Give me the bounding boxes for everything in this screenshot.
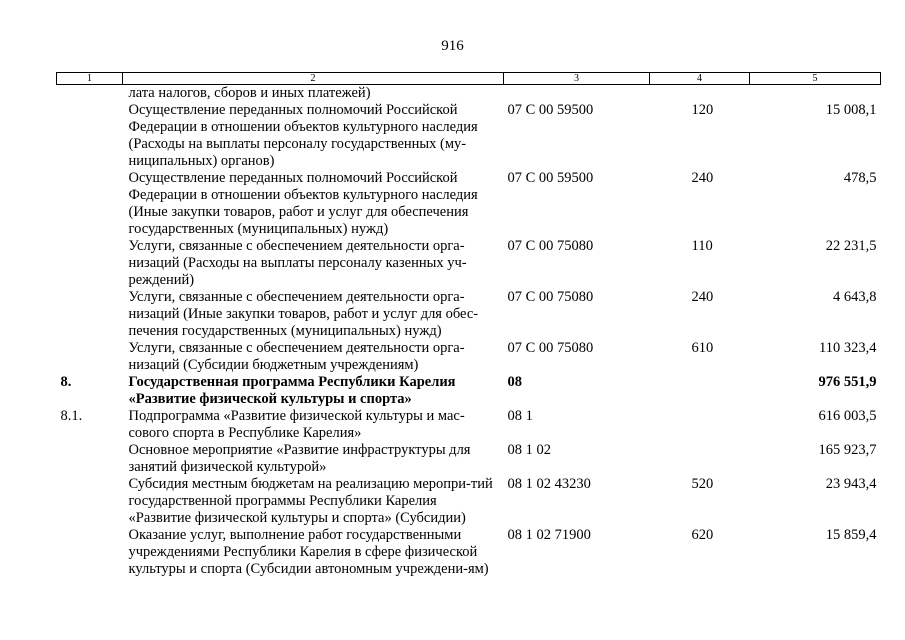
- row-code: 08 1 02: [507, 442, 551, 458]
- row-expense-type: 520: [691, 476, 714, 492]
- row-amount: 616 003,5: [818, 408, 877, 424]
- column-header-1: 1: [57, 73, 123, 85]
- row-number: 8.: [60, 374, 72, 390]
- row-number: [57, 527, 123, 578]
- row-name: Основное мероприятие «Развитие инфраструктуры для занятий физической культурой»: [128, 442, 471, 475]
- table-body: [57, 85, 881, 579]
- row-number: [57, 340, 123, 374]
- row-number: [57, 289, 123, 340]
- column-header-4: 4: [650, 73, 750, 85]
- table-row: [57, 102, 881, 170]
- row-amount: 4 643,8: [833, 289, 877, 305]
- budget-table: [56, 72, 881, 578]
- row-code: 08: [507, 374, 522, 390]
- column-header-2: 2: [123, 73, 504, 85]
- row-code: 07 С 00 59500: [507, 102, 594, 118]
- row-code: 08 1: [507, 408, 533, 424]
- row-number: 8.1.: [60, 408, 83, 424]
- row-amount: 15 008,1: [825, 102, 877, 118]
- page-number: 916: [441, 38, 464, 54]
- row-number: [57, 102, 123, 170]
- row-amount: 110 323,4: [819, 340, 877, 356]
- row-expense-type: 110: [691, 238, 713, 254]
- row-name: Подпрограмма «Развитие физической культуры и мас-сового спорта в Республике Карелия»: [128, 408, 465, 441]
- table-header: [57, 73, 881, 85]
- row-number: [57, 238, 123, 289]
- table-row: [57, 442, 881, 476]
- row-amount: 23 943,4: [825, 476, 877, 492]
- row-name: лата налогов, сборов и иных платежей): [128, 85, 371, 101]
- table-row: [57, 238, 881, 289]
- row-expense-type: [650, 408, 750, 442]
- row-code: [504, 85, 650, 103]
- row-number: [57, 476, 123, 527]
- row-code: 07 С 00 75080: [507, 289, 594, 305]
- header-row: [57, 73, 881, 85]
- row-name: Осуществление переданных полномочий Российской Федерации в отношении объектов культурного наследия (Иные закупки товаров, работ и услуг для обеспечения государственных (муниципальных) нужд): [128, 170, 478, 237]
- row-name: Услуги, связанные с обеспечением деятельности орга-низаций (Расходы на выплаты персоналу казенных уч-реждений): [128, 238, 467, 288]
- row-code: 07 С 00 75080: [507, 238, 594, 254]
- table-row: [57, 476, 881, 527]
- row-code: 07 С 00 59500: [507, 170, 594, 186]
- row-expense-type: 120: [691, 102, 714, 118]
- row-number: [57, 85, 123, 103]
- row-name: Субсидия местным бюджетам на реализацию меропри-тий государственной программы Республики Карелия «Развитие физической культуры и спорта» (Субсидии): [128, 476, 493, 526]
- table-row: [57, 289, 881, 340]
- row-name: Оказание услуг, выполнение работ государственными учреждениями Республики Карелия в сфере физической культуры и спорта (Субсидии автономным учреждени-ям): [128, 527, 489, 577]
- row-number: [57, 442, 123, 476]
- row-name: Осуществление переданных полномочий Российской Федерации в отношении объектов культурного наследия (Расходы на выплаты персоналу государственных (му-ниципальных) органов): [128, 102, 478, 169]
- row-amount: 165 923,7: [818, 442, 877, 458]
- row-name: Услуги, связанные с обеспечением деятельности орга-низаций (Субсидии бюджетным учреждениям): [128, 340, 465, 373]
- row-amount: [750, 85, 881, 103]
- row-name: Государственная программа Республики Карелия «Развитие физической культуры и спорта»: [128, 374, 456, 407]
- row-code: 08 1 02 71900: [507, 527, 591, 543]
- row-expense-type: 610: [691, 340, 714, 356]
- row-name: Услуги, связанные с обеспечением деятельности орга-низаций (Иные закупки товаров, работ и услуг для обес-печения государственных (муниципальных) нужд): [128, 289, 479, 339]
- row-expense-type: [650, 85, 750, 103]
- row-amount: 15 859,4: [825, 527, 877, 543]
- row-amount: 478,5: [843, 170, 877, 186]
- row-expense-type: [650, 442, 750, 476]
- row-code: 08 1 02 43230: [507, 476, 591, 492]
- table-row: [57, 527, 881, 578]
- table-row: [57, 340, 881, 374]
- row-expense-type: [650, 374, 750, 408]
- table-row: [57, 85, 881, 103]
- row-expense-type: 620: [691, 527, 714, 543]
- row-code: 07 С 00 75080: [507, 340, 594, 356]
- row-amount: 22 231,5: [825, 238, 877, 254]
- table-row: [57, 374, 881, 408]
- row-expense-type: 240: [691, 170, 714, 186]
- table-row: [57, 170, 881, 238]
- column-header-5: 5: [750, 73, 881, 85]
- row-expense-type: 240: [691, 289, 714, 305]
- column-header-3: 3: [504, 73, 650, 85]
- row-number: [57, 170, 123, 238]
- row-amount: 976 551,9: [818, 374, 877, 390]
- table-row: [57, 408, 881, 442]
